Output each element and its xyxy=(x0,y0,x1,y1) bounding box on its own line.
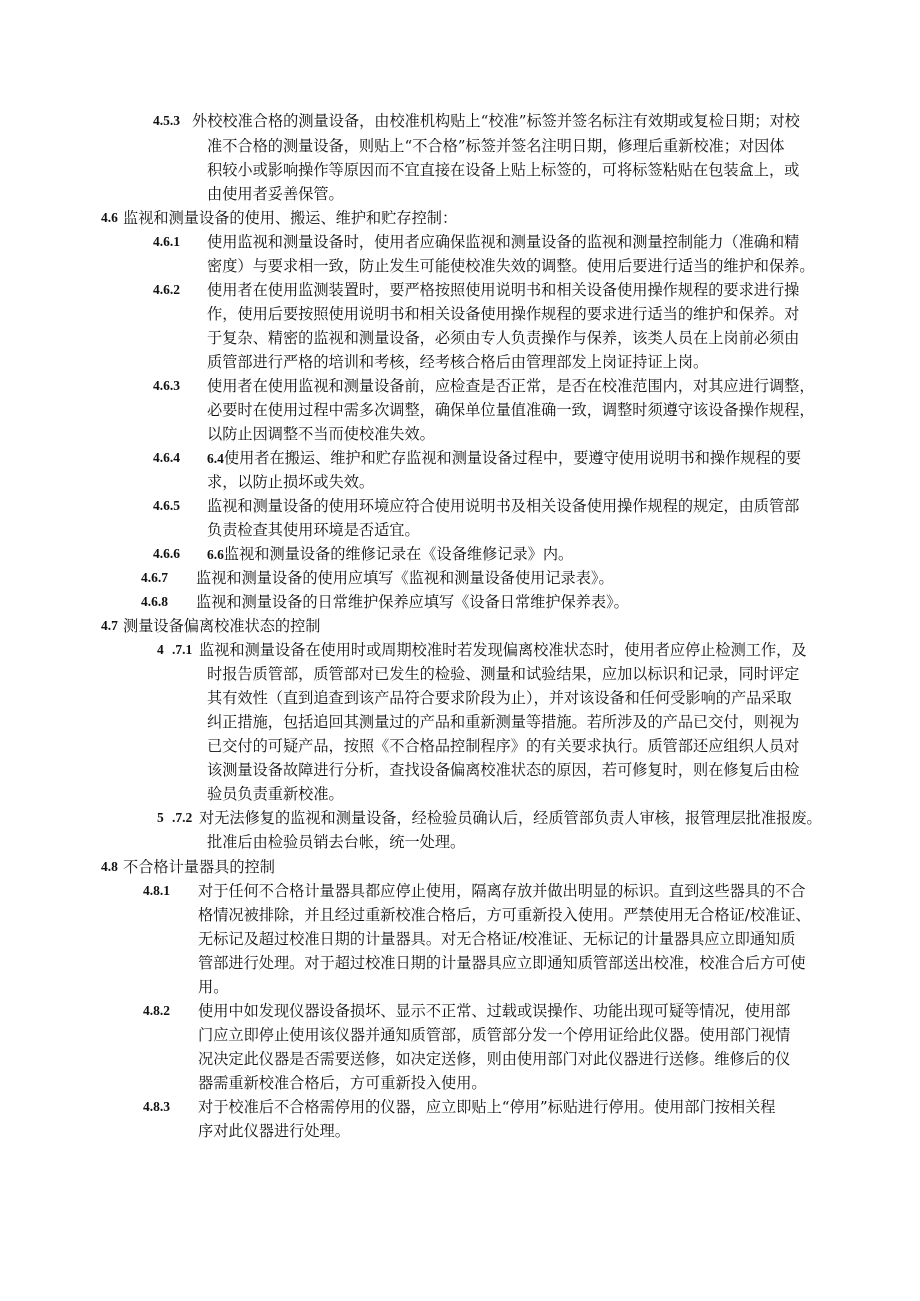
section-number: 4.6.6 xyxy=(153,546,180,561)
paragraph-line: 准不合格的测量设备，则贴上“不合格”标签并签名注明日期，修理后重新校准；对因体 xyxy=(207,137,785,155)
subsection-prefix: 6.6 xyxy=(207,547,224,562)
section-title: 监视和测量设备的使用、搬运、维护和贮存控制： xyxy=(123,209,458,227)
paragraph-line: 无标记及超过校准日期的计量器具。对无合格证/校准证、无标记的计量器具应立即通知质 xyxy=(198,930,796,948)
paragraph-line: 以防止因调整不当而使校准失效。 xyxy=(207,425,435,443)
paragraph-line: 门应立即停止使用该仪器并通知质管部，质管部分发一个停用证给此仪器。使用部门视情 xyxy=(198,1026,791,1044)
paragraph-line: 外校校准合格的测量设备，由校准机构贴上“校准”标签并签名标注有效期或复检日期；对校 xyxy=(192,112,800,130)
paragraph-line: 使用者在使用监视和测量设备前，应检查是否正常，是否在校准范围内，对其应进行调整， xyxy=(207,377,815,395)
paragraph-line: 纠正措施，包括追回其测量过的产品和重新测量等措施。若所涉及的产品已交付，则视为 xyxy=(207,713,800,731)
section-number: 4.6.4 xyxy=(153,450,180,465)
paragraph-line: 对于任何不合格计量器具都应停止使用，隔离存放并做出明显的标识。直到这些器具的不合 xyxy=(198,882,806,900)
paragraph-line: 监视和测量设备的使用应填写《监视和测量设备使用记录表》。 xyxy=(196,569,614,587)
paragraph-line: 密度）与要求相一致，防止发生可能使校准失效的调整。使用后要进行适当的维护和保养。 xyxy=(207,257,815,275)
section-number: 4.7 xyxy=(101,618,118,633)
paragraph-line: 于复杂、精密的监视和测量设备，必须由专人负责操作与保养，该类人员在上岗前必须由 xyxy=(207,329,800,347)
paragraph-line: 负责检查其使用环境是否适宜。 xyxy=(207,521,420,539)
paragraph-line xyxy=(207,446,801,471)
paragraph-line xyxy=(207,542,573,567)
paragraph-line: 质管部进行严格的培训和考核，经考核合格后由管理部发上岗证持证上岗。 xyxy=(207,353,709,371)
paragraph-line: 管部进行处理。对于超过校准日期的计量器具应立即通知质管部送出校准，校准合后方可使 xyxy=(198,954,806,972)
paragraph-line: 用。 xyxy=(198,978,229,996)
subsection-prefix: 6.4 xyxy=(207,451,224,466)
section-number: 4.8 xyxy=(101,859,118,874)
paragraph-line: 作，使用后要按照使用说明书和相关设备使用操作规程的要求进行适当的维护和保养。对 xyxy=(207,305,800,323)
section-number: 4.6.1 xyxy=(153,234,180,249)
paragraph-line: 批准后由检验员销去台帐，统一处理。 xyxy=(207,833,466,851)
paragraph-line: 求，以防止损坏或失效。 xyxy=(207,473,375,491)
paragraph-line: 必要时在使用过程中需多次调整，确保单位量值准确一致，调整时须遵守该设备操作规程， xyxy=(207,401,815,419)
paragraph-line: 该测量设备故障进行分析，查找设备偏离校准状态的原因，若可修复时，则在修复后由检 xyxy=(207,761,800,779)
paragraph-line: 积较小或影响操作等原因而不宜直接在设备上贴上标签的，可将标签粘贴在包装盒上，或 xyxy=(207,161,800,179)
paragraph-text: 监视和测量设备的维修记录在《设备维修记录》内。 xyxy=(223,545,574,563)
paragraph-line: 使用者在使用监测装置时，要严格按照使用说明书和相关设备使用操作规程的要求进行操 xyxy=(207,281,800,299)
paragraph-line: 时报告质管部，质管部对已发生的检验、测量和试验结果，应加以标识和记录，同时评定 xyxy=(207,665,800,683)
paragraph-line: 监视和测量设备在使用时或周期校准时若发现偏离校准状态时，使用者应停止检测工作，及 xyxy=(199,641,807,659)
section-number-part: .7.1 xyxy=(172,642,193,657)
section-number-part: .7.2 xyxy=(172,810,193,825)
paragraph-line: 验员负责重新校准。 xyxy=(207,785,344,803)
section-number: 4.6.3 xyxy=(153,378,180,393)
paragraph-line: 已交付的可疑产品，按照《不合格品控制程序》的有关要求执行。质管部还应组织人员对 xyxy=(207,737,800,755)
section-number: 4.6.7 xyxy=(141,570,168,585)
paragraph-line: 序对此仪器进行处理。 xyxy=(198,1122,350,1140)
section-number: 4.8.1 xyxy=(143,883,170,898)
paragraph-line: 其有效性（直到追查到该产品符合要求阶段为止），并对该设备和任何受影响的产品采取 xyxy=(207,689,792,707)
section-number: 4.5.3 xyxy=(153,113,180,128)
section-title: 测量设备偏离校准状态的控制 xyxy=(123,617,321,635)
section-number: 4.8.2 xyxy=(143,1003,170,1018)
paragraph-line: 使用中如发现仪器设备损坏、显示不正常、过载或误操作、功能出现可疑等情况，使用部 xyxy=(198,1002,791,1020)
paragraph-line: 况决定此仪器是否需要送修，如决定送修，则由使用部门对此仪器进行送修。维修后的仪 xyxy=(198,1050,791,1068)
section-number-part: 4 xyxy=(157,642,164,657)
section-number: 4.6 xyxy=(101,210,118,225)
section-number: 4.8.3 xyxy=(143,1099,170,1114)
paragraph-line: 格情况被排除，并且经过重新校准合格后，方可重新投入使用。严禁使用无合格证/校准证、 xyxy=(198,906,811,924)
paragraph-line: 监视和测量设备的使用环境应符合使用说明书及相关设备使用操作规程的规定，由质管部 xyxy=(207,497,800,515)
paragraph-line: 由使用者妥善保管。 xyxy=(207,185,344,203)
paragraph-line: 对无法修复的监视和测量设备，经检验员确认后，经质管部负责人审核，报管理层批准报废。 xyxy=(199,809,822,827)
section-number-part: 5 xyxy=(157,810,164,825)
paragraph-line: 器需重新校准合格后，方可重新投入使用。 xyxy=(198,1074,487,1092)
section-title: 不合格计量器具的控制 xyxy=(123,858,275,876)
paragraph-text: 使用者在搬运、维护和贮存监视和测量设备过程中，要遵守使用说明书和操作规程的要 xyxy=(223,449,801,467)
paragraph-line: 对于校准后不合格需停用的仪器，应立即贴上“停用”标贴进行停用。使用部门按相关程 xyxy=(198,1098,776,1116)
section-number: 4.6.8 xyxy=(141,594,168,609)
section-number: 4.6.5 xyxy=(153,498,180,513)
section-number: 4.6.2 xyxy=(153,282,180,297)
paragraph-line: 使用监视和测量设备时，使用者应确保监视和测量设备的监视和测量控制能力（准确和精 xyxy=(207,233,800,251)
paragraph-line: 监视和测量设备的日常维护保养应填写《设备日常维护保养表》。 xyxy=(196,593,629,611)
